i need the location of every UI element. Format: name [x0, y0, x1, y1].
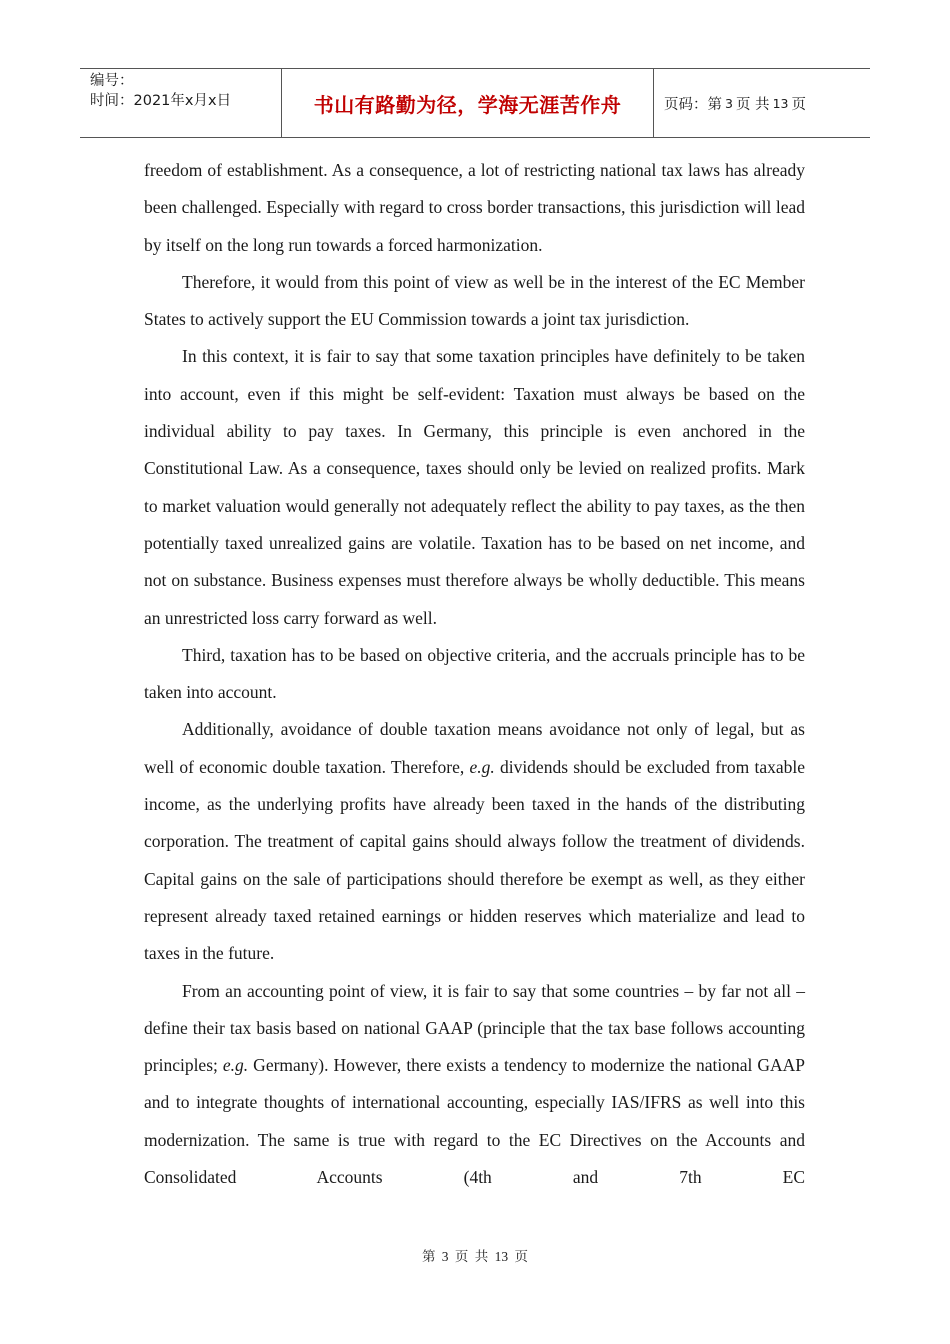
paragraph-6-text-a: From an accounting point of view, it is fair to say that some countries – by far not all – define their tax basis based on national GAAP (principle that the tax base follows accounting principles; [144, 980, 805, 1076]
paragraph-4: Third, taxation has to be based on objective criteria, and the accruals principle has to be taken into account. [144, 644, 805, 703]
header-time-label: 时间： [90, 93, 134, 109]
paragraph-2: Therefore, it would from this point of view as well be in the interest of the EC Member States to actively support the EU Commission towards a joint tax jurisdiction. [144, 271, 805, 330]
header-page-label: 页码：第 [664, 96, 722, 113]
header-page-current: 3 [725, 95, 733, 111]
header-page-total: 13 [772, 95, 789, 111]
header-meta [80, 69, 282, 137]
header-id-label: 编号： [90, 73, 134, 89]
paragraph-5-emphasis: e.g. [469, 756, 495, 777]
paragraph-5-text-a: Additionally, avoidance of double taxation means avoidance not only of legal, but as well of economic double taxation. Therefore, [144, 719, 805, 777]
page-footer: 第 3 页 共 13 页 [421, 1249, 529, 1264]
header-page-mid: 页 共 [735, 96, 770, 113]
paragraph-5 [144, 711, 805, 972]
paragraph-1: freedom of establishment. As a consequence, a lot of restricting national tax laws has already been challenged. Especially with regard to cross border transactions, this jurisdiction will lead by itself on the long run towards a forced harmonization. [144, 160, 805, 255]
page-header [80, 68, 870, 138]
paragraph-6-text-b: Germany). However, there exists a tendency to modernize the national GAAP and to integrate thoughts of international accounting, especially IAS/IFRS as well into this modernization. The same is true with regard to the EC Directives on the Accounts and Consolidated Accounts (4th and 7th EC [144, 1055, 806, 1188]
header-time-value: 2021年x月x日 [133, 93, 232, 109]
header-time [90, 91, 281, 111]
paragraph-6-emphasis: e.g. [222, 1055, 249, 1076]
header-page-info [654, 69, 870, 137]
paragraph-3: In this context, it is fair to say that some taxation principles have definitely to be taken into account, even if this might be self-evident: Taxation must always be based on the individual ability to pay taxes. In Germany, this principle is even anchored in the Constitutional Law. As a consequence, taxes should only be levied on realized profits. Mark to market valuation would generally not adequately reflect the ability to pay taxes, as the then potentially taxed unrealized gains are volatile. Taxation has to be based on net income, and not on substance. Business expenses must therefore always be wholly deductible. This means an unrestricted loss carry forward as well. [144, 346, 805, 628]
header-page-suffix: 页 [791, 96, 806, 113]
paragraph-6 [144, 973, 805, 1197]
paragraph-5-text-b: dividends should be excluded from taxable income, as the underlying profits have already been taxed in the hands of the distributing corporation. The treatment of capital gains should always follow the treatment of dividends. Capital gains on the sale of participations should therefore be exempt as well, as they either represent already taxed retained earnings or hidden reserves which materialize and lead to taxes in the future. [144, 756, 805, 964]
document-body [144, 152, 805, 1196]
header-motto: 书山有路勤为径，学海无涯苦作舟 [282, 69, 654, 137]
